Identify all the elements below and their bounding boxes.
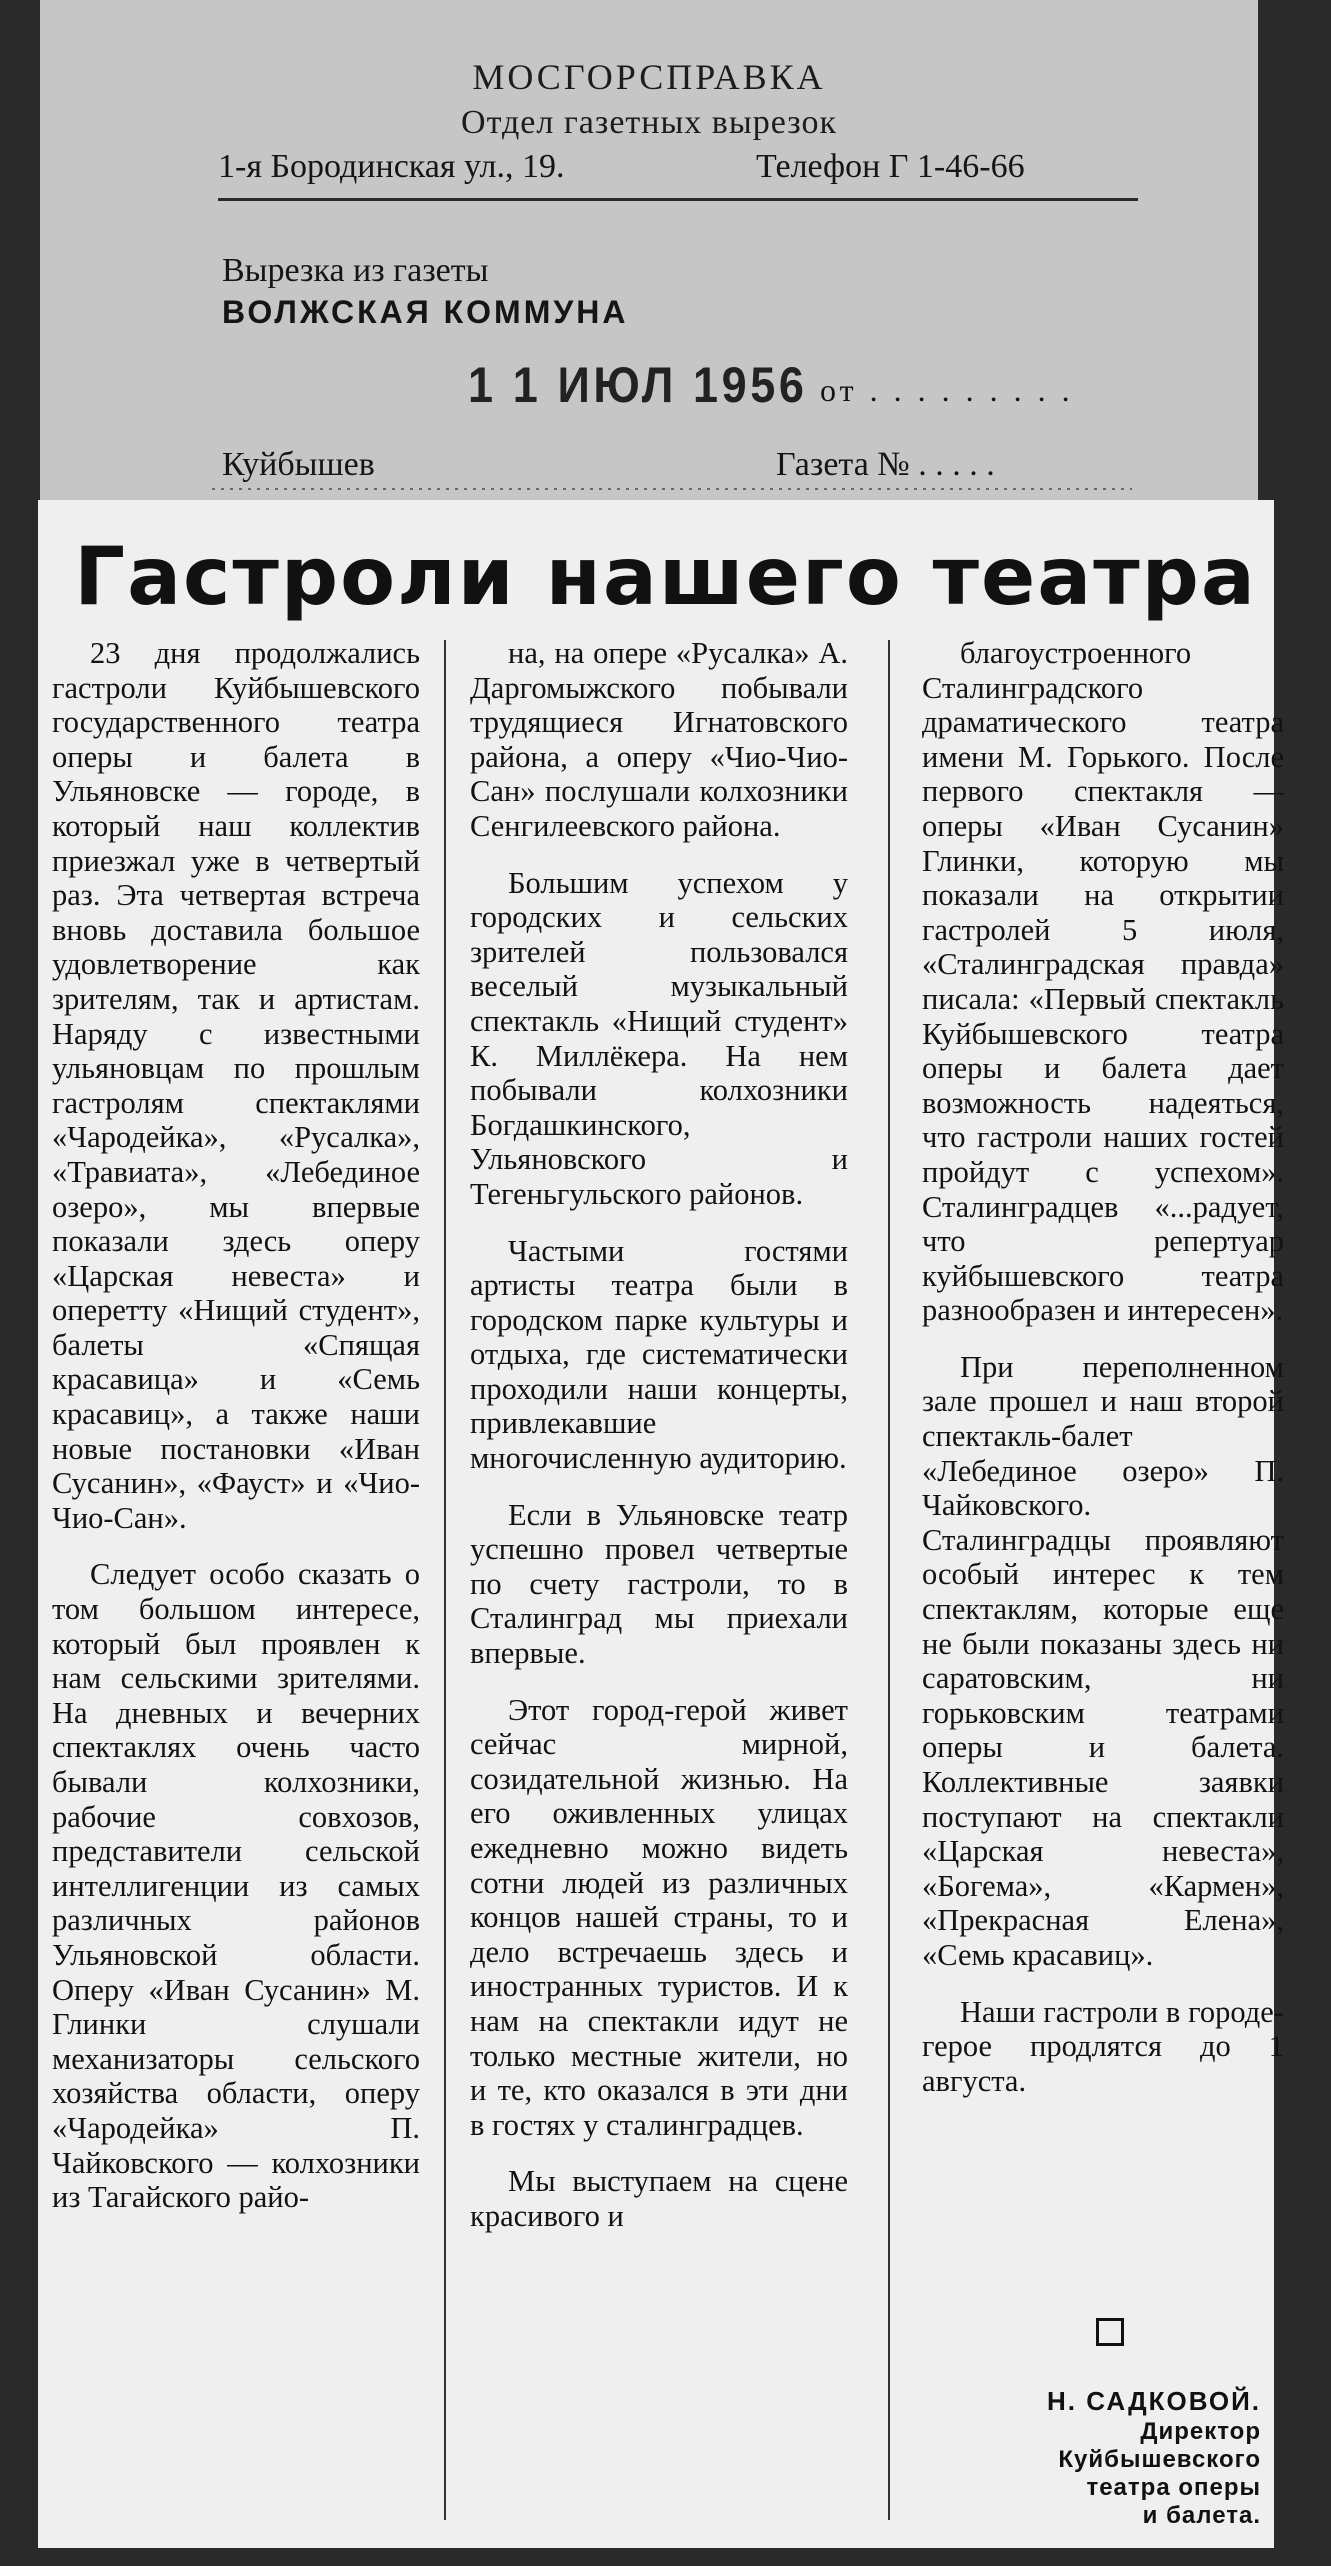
paragraph: Следует особо сказать о том большом интересе, который был проявлен к нам сельскими зрителями. На дневных и вечерних спектаклях очень часто бывали колхозники, рабочие совхозов, представители сельской интеллигенции из самых различных районов Ульяновской области. Оперу «Иван Сусанин» М. Глинки слушали механизаторы сельского хозяйства области, оперу «Чародейка» П. Чайковского — колхозники из Тагайского райо-	[52, 1557, 420, 2215]
author-role-line: театра оперы	[1086, 2474, 1261, 2501]
service-phone: Телефон Г 1-46-66	[756, 148, 1025, 185]
date-field: от . . . . . . . . .	[820, 372, 1074, 408]
paragraph: При переполненном зале прошел и наш второй спектакль-балет «Лебединое озеро» П. Чайковского. Сталинградцы проявляют особый интерес к тем спектаклям, которые еще не были показаны здесь ни саратовским, ни горьковским театрами оперы и балета. Коллективные заявки поступают на спектакли «Царская невеста», «Богема», «Кармен», «Прекрасная Елена», «Семь красавиц».	[922, 1349, 1284, 1972]
paragraph: 23 дня продолжались гастроли Куйбышевского государственного театра оперы и балета в Ульяновске — городе, в который наш коллектив приезжал уже в четвертый раз. Эта четвертая встреча вновь доставила большое удовлетворение как зрителям, так и артистам. Наряду с известными ульяновцам по прошлым гастролям спектаклями «Чародейка», «Русалка», «Травиата», «Лебединое озеро», мы впервые показали здесь оперу «Царская невеста» и оперетту «Нищий студент», балеты «Спящая красавица» и «Семь красавиц», а также наши новые постановки «Иван Сусанин», «Фауст» и «Чио-Чио-Сан».	[52, 636, 420, 1535]
date-stamp: 1 1 ИЮЛ 1956	[468, 357, 808, 413]
article-headline: Гастроли нашего театра	[74, 530, 1257, 623]
author-role-line: Куйбышевского	[1058, 2446, 1261, 2473]
card-divider	[218, 198, 1138, 201]
author-name: Н. САДКОВОЙ.	[1047, 2386, 1261, 2416]
paragraph: Наши гастроли в городе-герое продлятся до 1 августа.	[922, 1994, 1284, 2098]
service-address: 1-я Бородинская ул., 19.	[218, 148, 565, 185]
article-column-2	[470, 636, 848, 2234]
paragraph: Большим успехом у городских и сельских зрителей пользовался веселый музыкальный спектакль «Нищий студент» К. Миллёкера. На нем побывали колхозники Богдашкинского, Ульяновского и Тегеньгульского районов.	[470, 865, 848, 1211]
paragraph: на, на опере «Русалка» А. Даргомыжского побывали трудящиеся Игнатовского района, а оперу «Чио-Чио-Сан» послушали колхозники Сенгилеевского района.	[470, 636, 848, 843]
author-role-line: Директор	[1140, 2418, 1261, 2445]
paragraph: Этот город-герой живет сейчас мирной, созидательной жизнью. На его оживленных улицах ежедневно можно видеть сотни людей из различных концов нашей страны, то и дело встречаешь здесь и иностранных туристов. И к нам на спектакли идут не только местные жители, но и те, кто оказался в эти дни в гостях у сталинградцев.	[470, 1692, 848, 2142]
article-column-3	[922, 636, 1284, 2098]
paragraph: Мы выступаем на сцене красивого и	[470, 2164, 848, 2233]
article-column-1	[52, 636, 420, 2215]
clip-source-label: Вырезка из газеты	[222, 252, 489, 289]
gazeta-number-field: Газета № . . . . .	[776, 446, 995, 483]
column-divider	[444, 640, 446, 2520]
city-label: Куйбышев	[222, 446, 375, 483]
service-title: МОСГОРСПРАВКА	[472, 57, 826, 97]
author-role-line: и балета.	[1142, 2502, 1261, 2529]
paragraph: Если в Ульяновске театр успешно провел четвертые по счету гастроли, то в Сталинград мы приехали впервые.	[470, 1497, 848, 1671]
article-signature	[1047, 2384, 1261, 2530]
clipping-service-card	[40, 0, 1258, 520]
newspaper-name: ВОЛЖСКАЯ КОММУНА	[222, 294, 629, 330]
paragraph: Частыми гостями артисты театра были в городском парке культуры и отдыха, где систематически проходили наши концерты, привлекавшие многочисленную аудиторию.	[470, 1233, 848, 1476]
card-dotted-line	[212, 488, 1132, 490]
paragraph: благоустроенного Сталинградского драматического театра имени М. Горького. После первого спектакля — оперы «Иван Сусанин» Глинки, которую мы показали на открытии гастролей 5 июля, «Сталинградская правда» писала: «Первый спектакль Куйбышевского театра оперы и балета дает возможность надеяться, что гастроли наших гостей пройдут с успехом». Сталинградцев «...радует, что репертуар куйбышевского театра разнообразен и интересен».	[922, 636, 1284, 1328]
service-department: Отдел газетных вырезок	[461, 104, 837, 141]
end-mark-square-icon	[1096, 2318, 1124, 2346]
column-divider	[888, 640, 890, 2520]
